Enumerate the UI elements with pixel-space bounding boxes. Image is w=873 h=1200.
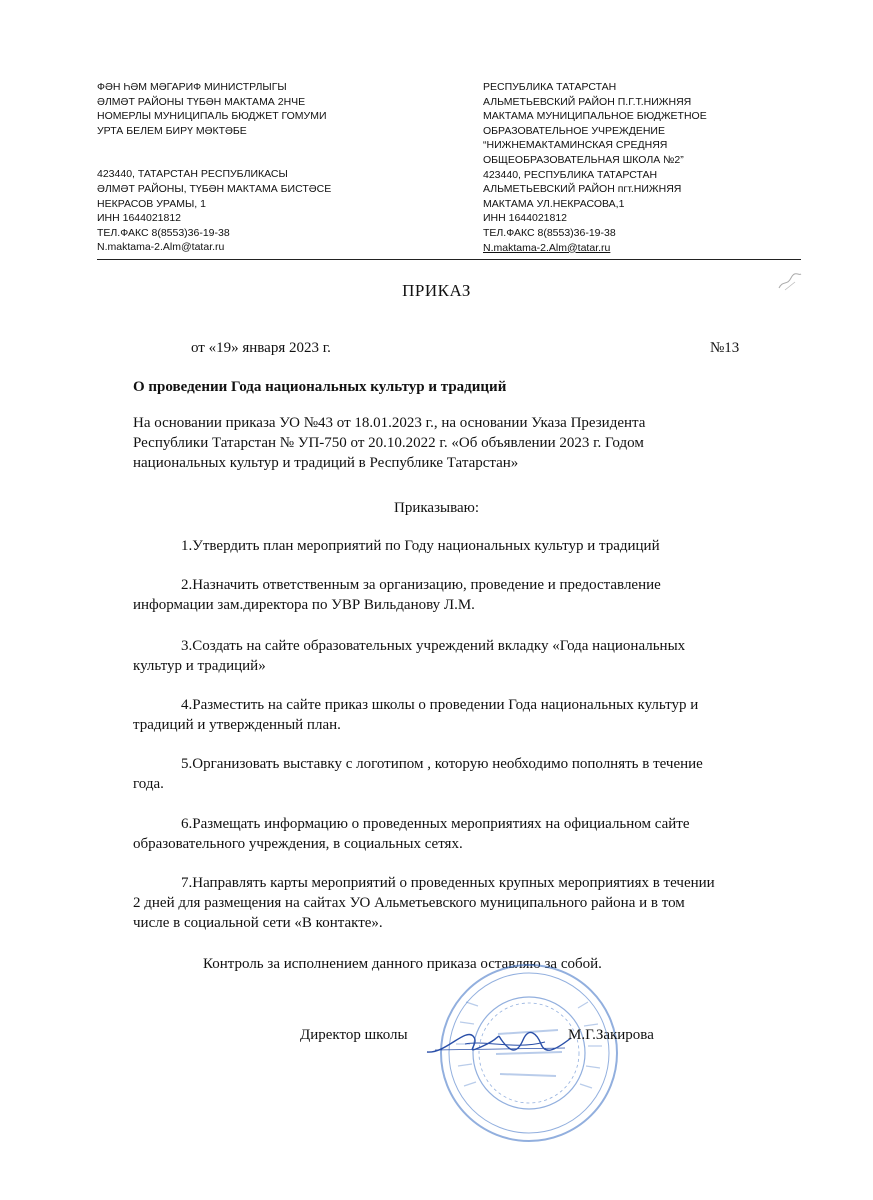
control-statement: Контроль за исполнением данного приказа оставляю за собой. bbox=[203, 956, 602, 972]
spacer bbox=[97, 138, 427, 167]
order-word: Приказываю: bbox=[394, 500, 479, 516]
email-right: N.maktama-2.Alm@tatar.ru bbox=[483, 241, 611, 254]
org-line: ОБЩЕОБРАЗОВАТЕЛЬНАЯ ШКОЛА №2” bbox=[483, 153, 684, 166]
item-line: 2 дней для размещения на сайтах УО Альметьевского муниципального района и в том bbox=[133, 895, 685, 911]
page-title: ПРИКАЗ bbox=[402, 281, 471, 300]
address-line: ИНН 1644021812 bbox=[483, 212, 568, 225]
basis-paragraph bbox=[133, 413, 645, 473]
handwritten-signature bbox=[425, 1022, 575, 1062]
address-line: ТЕЛ.ФАКС 8(8553)36-19-38 bbox=[97, 226, 230, 239]
order-item-3 bbox=[133, 636, 813, 676]
item-line: 3.Создать на сайте образовательных учреждений вкладку «Года национальных bbox=[181, 638, 686, 654]
order-date: от «19» января 2023 г. bbox=[191, 340, 331, 356]
address-line: 423440, РЕСПУБЛИКА ТАТАРСТАН bbox=[483, 168, 658, 181]
basis-line: На основании приказа УО №43 от 18.01.2023 г., на основании Указа Президента bbox=[133, 415, 646, 431]
org-line: НОМЕРЛЫ МУНИЦИПАЛЬ БЮДЖЕТ ГОМУМИ bbox=[97, 110, 327, 123]
item-line: 4.Разместить на сайте приказ школы о проведении Года национальных культур и bbox=[181, 697, 699, 713]
org-line: ОБРАЗОВАТЕЛЬНОЕ УЧРЕЖДЕНИЕ bbox=[483, 124, 665, 137]
order-item-7 bbox=[133, 873, 813, 933]
item-line: 2.Назначить ответственным за организацию, проведение и предоставление bbox=[181, 577, 661, 593]
address-line: МАКТАМА УЛ.НЕКРАСОВА,1 bbox=[483, 197, 625, 210]
org-line: АЛЬМЕТЬЕВСКИЙ РАЙОН П.Г.Т.НИЖНЯЯ bbox=[483, 95, 692, 108]
org-line: РЕСПУБЛИКА ТАТАРСТАН bbox=[483, 81, 617, 93]
item-line: информации зам.директора по УВР Вильданову Л.М. bbox=[133, 597, 475, 613]
item-line: культур и традиций» bbox=[133, 658, 266, 674]
signatory-title: Директор школы bbox=[300, 1027, 408, 1043]
order-item-5 bbox=[133, 754, 813, 794]
order-item-2 bbox=[133, 575, 813, 615]
address-line: ИНН 1644021812 bbox=[97, 212, 182, 225]
address-line: АЛЬМЕТЬЕВСКИЙ РАЙОН пгт.НИЖНЯЯ bbox=[483, 183, 682, 196]
item-line: года. bbox=[133, 776, 164, 792]
basis-line: национальных культур и традиций в Республике Татарстан» bbox=[133, 455, 519, 471]
org-line: УРТА БЕЛЕМ БИРҮ МӘКТӘБЕ bbox=[97, 124, 247, 137]
address-line: ӘЛМӘТ РАЙОНЫ, ТҮБӘН МАКТАМА БИСТӘСЕ bbox=[97, 182, 332, 195]
org-line: ФӘН ҺӘМ МӘГАРИФ МИНИСТРЛЫГЫ bbox=[97, 81, 287, 93]
item-line: числе в социальной сети «В контакте». bbox=[133, 915, 383, 931]
item-line: 6.Размещать информацию о проведенных мероприятиях на официальном сайте bbox=[181, 816, 690, 832]
order-item-4 bbox=[133, 695, 813, 735]
address-line: 423440, ТАТАРСТАН РЕСПУБЛИКАСЫ bbox=[97, 168, 288, 181]
order-subject: О проведении Года национальных культур и традиций bbox=[133, 379, 507, 395]
header-divider bbox=[97, 259, 801, 260]
org-line: “НИЖНЕМАКТАМИНСКАЯ СРЕДНЯЯ bbox=[483, 139, 668, 152]
org-line: МАКТАМА МУНИЦИПАЛЬНОЕ БЮДЖЕТНОЕ bbox=[483, 110, 707, 123]
org-line: ӘЛМӘТ РАЙОНЫ ТҮБӘН МАКТАМА 2НЧЕ bbox=[97, 95, 306, 108]
item-line: образовательного учреждения, в социальных сетях. bbox=[133, 836, 463, 852]
signatory-name: М.Г.Закирова bbox=[568, 1027, 654, 1043]
order-item-6 bbox=[133, 814, 813, 854]
item-line: 5.Организовать выставку с логотипом , которую необходимо пополнять в течение bbox=[181, 756, 703, 772]
item-line: 1.Утвердить план мероприятий по Году национальных культур и традиций bbox=[181, 538, 660, 554]
email-left: N.maktama-2.Alm@tatar.ru bbox=[97, 241, 225, 254]
order-number: №13 bbox=[710, 340, 740, 356]
address-line: ТЕЛ.ФАКС 8(8553)36-19-38 bbox=[483, 226, 616, 239]
address-line: НЕКРАСОВ УРАМЫ, 1 bbox=[97, 197, 206, 210]
header-left bbox=[97, 80, 427, 255]
basis-line: Республики Татарстан № УП-750 от 20.10.2022 г. «Об объявлении 2023 г. Годом bbox=[133, 435, 644, 451]
item-line: 7.Направлять карты мероприятий о проведенных крупных мероприятиях в течении bbox=[181, 875, 715, 891]
header-right bbox=[483, 80, 803, 255]
item-line: традиций и утвержденный план. bbox=[133, 717, 341, 733]
order-item-1 bbox=[133, 536, 813, 556]
